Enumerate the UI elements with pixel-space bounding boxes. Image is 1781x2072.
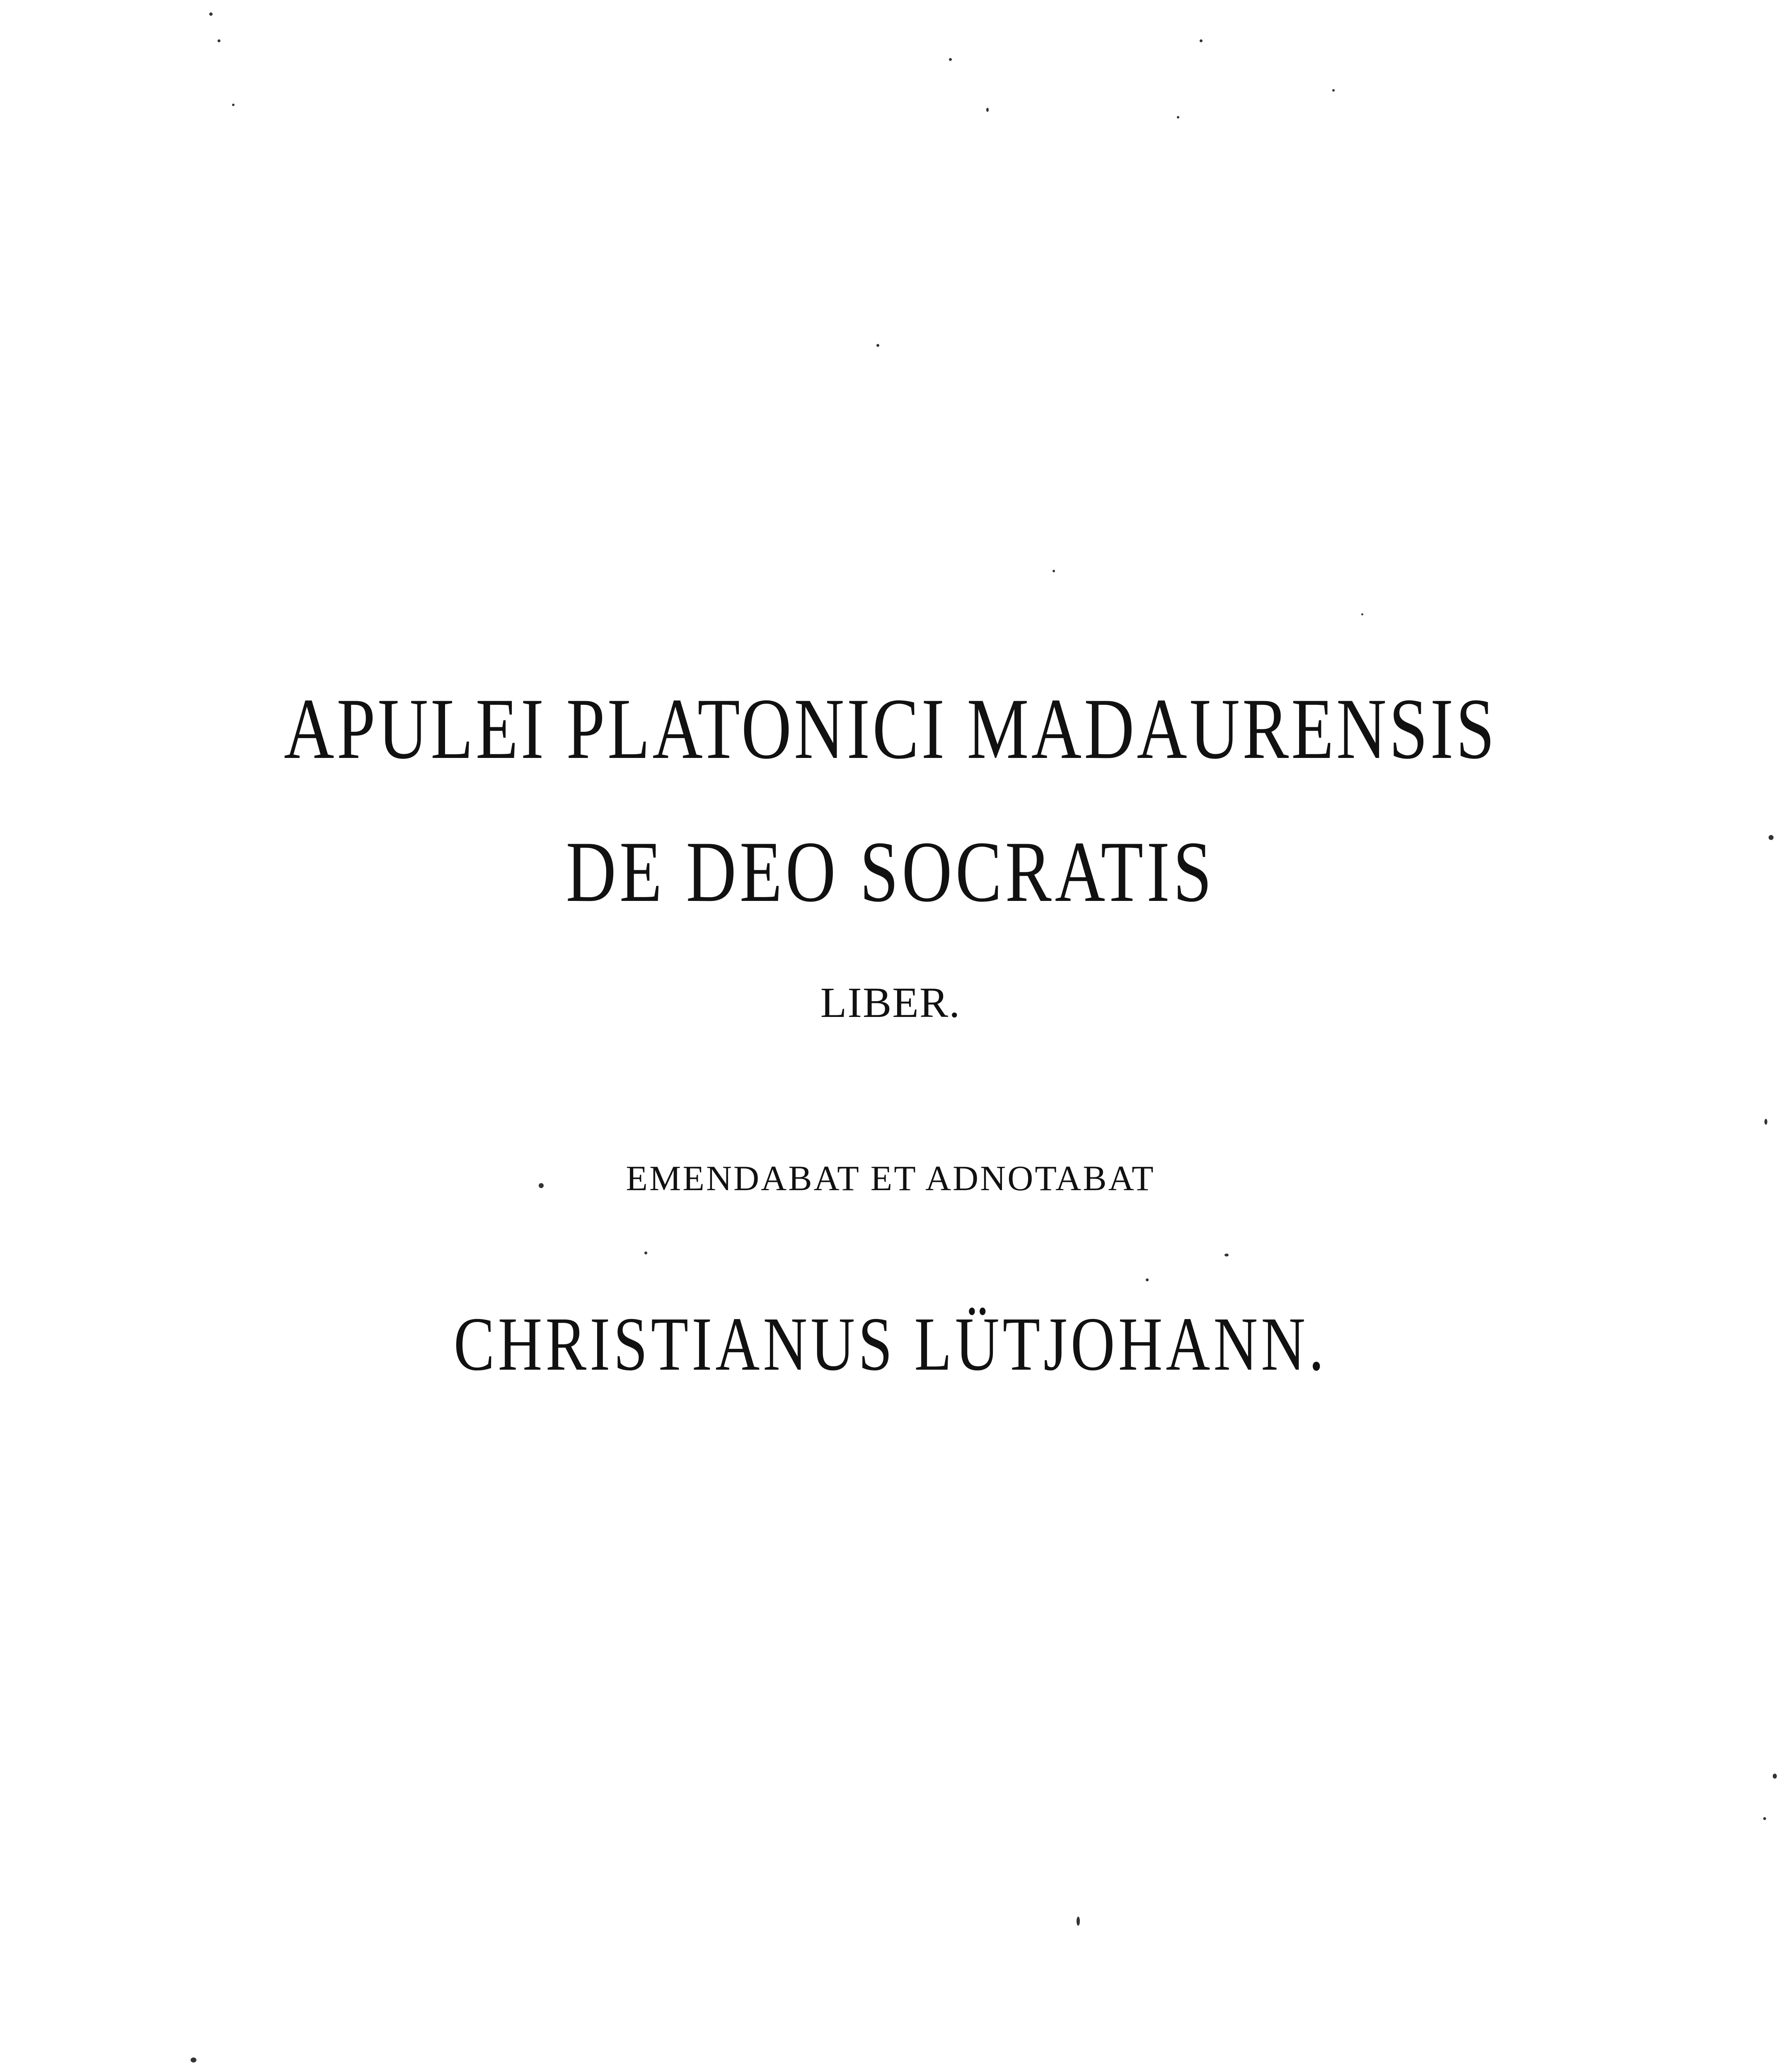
print-speck [539, 1183, 544, 1188]
print-speck [1224, 1254, 1229, 1256]
work-title: DE DEO SOCRATIS [566, 823, 1215, 920]
print-speck [1146, 1278, 1149, 1281]
print-speck [1077, 1917, 1080, 1926]
print-speck [1763, 1817, 1766, 1820]
print-speck [644, 1251, 647, 1254]
print-speck [1769, 835, 1774, 840]
editor-note: EMENDABAT ET ADNOTABAT [626, 1158, 1155, 1198]
print-speck [1053, 570, 1055, 572]
print-speck [209, 12, 213, 16]
print-speck [1200, 39, 1203, 42]
print-speck [1332, 89, 1335, 92]
author-title: APULEI PLATONICI MADAURENSIS [284, 680, 1497, 777]
print-speck [949, 58, 952, 61]
book-label: LIBER. [820, 979, 961, 1026]
print-speck [876, 344, 879, 347]
print-speck [191, 2057, 196, 2062]
print-speck [232, 104, 235, 106]
print-speck [1177, 116, 1179, 119]
print-speck [218, 39, 220, 42]
editor-name: CHRISTIANUS LÜTJOHANN. [453, 1302, 1328, 1387]
print-speck [1773, 1774, 1777, 1779]
print-speck [1764, 1119, 1767, 1125]
print-speck [986, 108, 989, 112]
print-speck [1361, 613, 1363, 615]
